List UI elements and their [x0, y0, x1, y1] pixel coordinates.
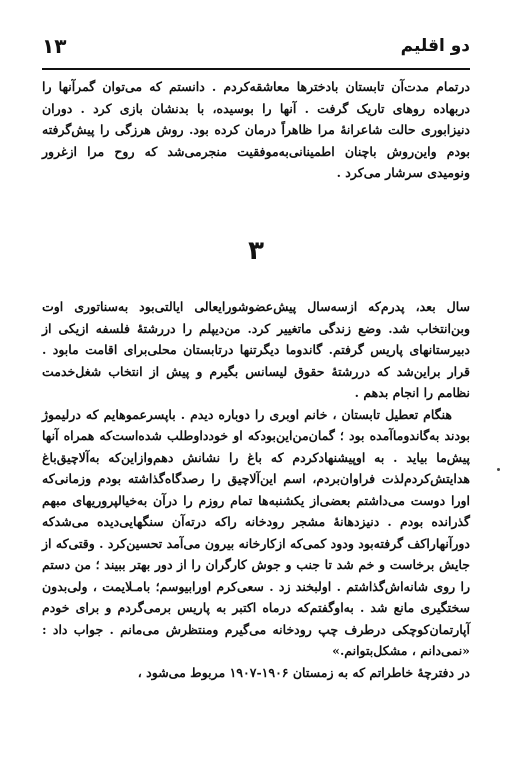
margin-speck	[497, 468, 500, 471]
text-block-top	[42, 76, 470, 184]
page-number: ۱۳	[42, 34, 67, 58]
paragraph: درتمام مدت‌آن تابستان بادخترها معاشقه‌کردم . دانستم که می‌توان گمرآنها را دربهاده روهای تاریک گرفت . آنها را بوسیده، با بدنشان بازی کرد . دوران دنیزابوری حالت شاعرانهٔ مرا ظاهراً درمان کرده بود. روش هرزگی را پیش‌گرفته بودم واین‌روش باچنان اطمینانی‌به‌موفقیت منجرمی‌شد که روح مرا ازغرور ونومیدی سرشار می‌کرد .	[42, 79, 470, 180]
paragraph: سال بعد، پدرم‌که ازسه‌سال پیش‌عضوشورایعالی ایالتی‌بود به‌سناتوری اوت وبن‌انتخاب شد. وضع زندگی ماتغییر کرد. من‌دیپلم را دررشتهٔ فلسفه ازیکی از دبیرستانهای پاریس گرفتم. گاندوما دیگرتنها درتابستان محلی‌برای اقامت مابود . قرار براین‌شد که دررشتهٔ حقوق لیسانس بگیرم و پیش از انتخاب شغل‌خدمت نظامم را انجام بدهم .	[42, 299, 470, 400]
page-header	[42, 34, 470, 64]
section-number: ۳	[248, 236, 264, 266]
paragraph: هنگام تعطیل تابستان ، خانم اوبری را دوباره دیدم . باپسرعموهایم که درلیموژ بودند به‌گاندوماآمده بود ؛ گمان‌من‌این‌بودکه او خودداوطلب شده‌است‌که همراه آنها پیش‌ما بیاید . به اوپیشنهادکردم که باغ را نشانش دهم‌وازاین‌که به‌آلاچیق‌باغ هدایتش‌کردم‌لذت فراوان‌بردم، اسم این‌آلاچیق را رصدگاه‌گذاشته بودم وزمانی‌که اورا دوست می‌داشتم بعضی‌از یکشنبه‌ها تمام روزم را درآن به‌خیالپروریهای مبهم گذرانده بودم . دنیزدهانهٔ مشجر رودخانه راکه درته‌آن سنگهایی‌دیده می‌شدکه دورآنهارا‌کف گرفته‌بود ودود کمی‌که ازکارخانه بیرون می‌آمد تحسین‌کرد . وقتی‌که از جایش برخاست و خم شد تا جنب و جوش کارگران را از دور بهتر ببیند ؛ من دستم را روی شانه‌اش‌گذاشتم . اولبخند زد . سعی‌کرم اورابیوسم؛ بامـلایمت ، ولی‌بدون سختگیری مانع شد . به‌اوگفتم‌که درماه اکتبر به پاریس برمی‌گردم و برای خودم آپارتمان‌کوچکی درطرف چپ رودخانه می‌گیرم ومنتظرش می‌مانم . جواب داد : «نمی‌دانم ، مشکل‌بتوانم.»	[42, 406, 470, 658]
text-block-main	[42, 296, 470, 683]
header-rule	[42, 68, 470, 70]
paragraph: در دفترچهٔ خاطراتم که به زمستان ۱۹۰۶-۱۹۰۷ مربوط می‌شود ،	[137, 664, 470, 680]
running-title: دو اقلیم	[400, 36, 470, 56]
